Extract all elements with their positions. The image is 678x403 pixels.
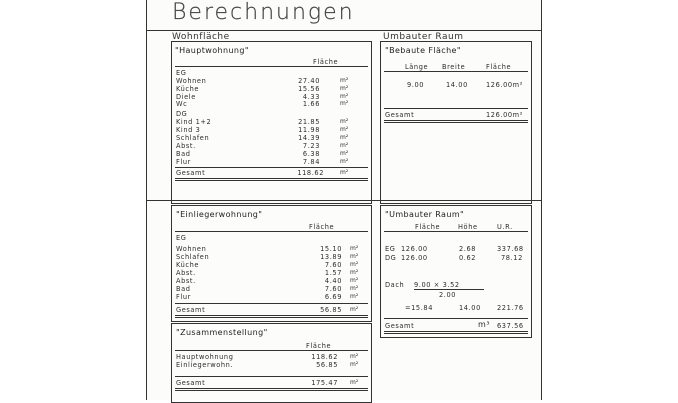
unit-label: m² xyxy=(350,277,359,284)
zusammenstellung-total-label: Gesamt xyxy=(176,379,206,387)
einliegerwohnung-row-name: Schlafen xyxy=(176,253,210,261)
hauptwohnung-row-value: 11.98 xyxy=(298,126,320,134)
umbaut-header-rule xyxy=(384,231,528,232)
hauptwohnung-row-name: Wohnen xyxy=(176,77,207,85)
bebaute-value: 14.00 xyxy=(446,81,468,89)
bebaute-header-rule xyxy=(384,71,528,72)
hauptwohnung-row-value: 4.33 xyxy=(302,93,320,101)
unit-label: m² xyxy=(340,142,349,149)
hauptwohnung-row-name: Flur xyxy=(176,158,191,166)
hauptwohnung-row-name: Abst. xyxy=(176,142,196,150)
unit-label: m² xyxy=(350,306,359,313)
zusammenstellung-double-rule xyxy=(175,390,368,391)
zusammenstellung-row-value: 56.85 xyxy=(316,361,338,369)
hauptwohnung-row-value: 6.38 xyxy=(302,150,320,158)
umbaut-dach-result-area: =15.84 xyxy=(405,304,434,312)
zusammenstellung-total-rule xyxy=(175,376,368,377)
unit-label: m² xyxy=(340,150,349,157)
unit-label: m² xyxy=(340,100,349,107)
einliegerwohnung-eg-label: EG xyxy=(176,234,187,242)
hauptwohnung-row-name: Bad xyxy=(176,150,191,158)
einliegerwohnung-header-rule xyxy=(175,231,368,232)
bebaute-col-header: Länge xyxy=(405,63,429,71)
einliegerwohnung-row-value: 1.57 xyxy=(324,269,342,277)
zusammenstellung-col-header: Fläche xyxy=(306,342,332,350)
umbaut-double-rule xyxy=(384,333,528,334)
unit-label: m² xyxy=(350,285,359,292)
umbaut-total-unit: m³ xyxy=(478,320,491,329)
bebaute-total-label: Gesamt xyxy=(385,111,415,119)
einliegerwohnung-row-name: Flur xyxy=(176,293,191,301)
hauptwohnung-row-name: Kind 1+2 xyxy=(176,118,212,126)
umbaut-col-header: Fläche xyxy=(415,223,441,231)
hauptwohnung-row-value: 21.85 xyxy=(298,118,320,126)
right-heading: Umbauter Raum xyxy=(383,32,464,42)
section-divider xyxy=(146,200,542,201)
umbaut-dach-result-height: 14.00 xyxy=(459,304,481,312)
umbaut-col-header: Höhe xyxy=(458,223,478,231)
einliegerwohnung-total-label: Gesamt xyxy=(176,306,206,314)
zusammenstellung-row-name: Hauptwohnung xyxy=(176,353,234,361)
hauptwohnung-row-value: 1.66 xyxy=(302,100,320,108)
unit-label: m² xyxy=(340,134,349,141)
zusammenstellung-row-value: 118.62 xyxy=(311,353,338,361)
hauptwohnung-dg-label: DG xyxy=(176,110,188,118)
umbaut-dach-denominator: 2.00 xyxy=(439,291,457,299)
hauptwohnung-row-value: 7.23 xyxy=(302,142,320,150)
hauptwohnung-total-value: 118.62 xyxy=(297,169,324,177)
umbaut-total-label: Gesamt xyxy=(385,322,415,330)
umbaut-col-header: U.R. xyxy=(497,223,513,231)
hauptwohnung-double-rule xyxy=(175,180,368,181)
unit-label: m² xyxy=(350,353,359,360)
hauptwohnung-row-name: Wc xyxy=(176,100,188,108)
zusammenstellung-total-value: 175.47 xyxy=(311,379,338,387)
unit-label: m² xyxy=(350,269,359,276)
hauptwohnung-double-rule xyxy=(175,178,368,179)
bebaute-total-value: 126.00m² xyxy=(486,111,523,119)
bebaute-value: 126.00m² xyxy=(486,81,523,89)
hauptwohnung-total-label: Gesamt xyxy=(176,169,206,177)
einliegerwohnung-row-value: 13.89 xyxy=(320,253,342,261)
zusammenstellung-double-rule xyxy=(175,388,368,389)
hauptwohnung-total-rule xyxy=(175,167,368,168)
umbaut-row-area: 126.00 xyxy=(401,245,428,253)
einliegerwohnung-row-value: 4.40 xyxy=(324,277,342,285)
umbaut-row-volume: 78.12 xyxy=(501,254,523,262)
einliegerwohnung-title: "Einliegerwohnung" xyxy=(176,210,263,219)
hauptwohnung-row-value: 7.84 xyxy=(302,158,320,166)
umbaut-row-volume: 337.68 xyxy=(497,245,524,253)
unit-label: m² xyxy=(350,261,359,268)
umbaut-dach-numerator: 9.00 × 3.52 xyxy=(414,281,460,289)
umbaut-double-rule xyxy=(384,331,528,332)
unit-label: m² xyxy=(340,118,349,125)
unit-label: m² xyxy=(340,126,349,133)
einliegerwohnung-row-value: 15.10 xyxy=(320,245,342,253)
umbaut-dach-fraction-bar xyxy=(414,289,484,290)
zusammenstellung-header-rule xyxy=(175,350,368,351)
hauptwohnung-row-name: Kind 3 xyxy=(176,126,201,134)
bebaute-double-rule xyxy=(384,120,528,121)
umbaut-total-value: 637.56 xyxy=(497,322,524,330)
unit-label: m² xyxy=(350,379,359,386)
umbaut-row-height: 0.62 xyxy=(459,254,477,262)
unit-label: m² xyxy=(340,169,349,176)
unit-label: m² xyxy=(350,245,359,252)
einliegerwohnung-double-rule xyxy=(175,317,368,318)
bebaute-col-header: Fläche xyxy=(486,63,512,71)
unit-label: m² xyxy=(340,77,349,84)
unit-label: m² xyxy=(340,85,349,92)
hauptwohnung-eg-label: EG xyxy=(176,69,187,77)
hauptwohnung-col-header: Fläche xyxy=(313,58,339,66)
umbaut-row-label: EG xyxy=(385,245,396,253)
umbaut-row-area: 126.00 xyxy=(401,254,428,262)
umbaut-dach-result-volume: 221.76 xyxy=(497,304,524,312)
unit-label: m² xyxy=(350,293,359,300)
umbaut-dach-label: Dach xyxy=(385,281,405,289)
hauptwohnung-row-name: Schlafen xyxy=(176,134,210,142)
unit-label: m² xyxy=(350,253,359,260)
einliegerwohnung-total-rule xyxy=(175,303,368,304)
zusammenstellung-row-name: Einliegerwohn. xyxy=(176,361,234,369)
bebaute-flaeche-title: "Bebaute Fläche" xyxy=(385,46,461,55)
hauptwohnung-row-name: Diele xyxy=(176,93,196,101)
einliegerwohnung-double-rule xyxy=(175,315,368,316)
einliegerwohnung-row-name: Wohnen xyxy=(176,245,207,253)
einliegerwohnung-row-value: 7.60 xyxy=(324,285,342,293)
einliegerwohnung-row-name: Küche xyxy=(176,261,200,269)
einliegerwohnung-row-name: Abst. xyxy=(176,277,196,285)
umbaut-total-rule xyxy=(384,318,528,319)
unit-label: m² xyxy=(350,361,359,368)
unit-label: m² xyxy=(340,158,349,165)
einliegerwohnung-row-name: Abst. xyxy=(176,269,196,277)
page-title: Berechnungen xyxy=(172,0,355,25)
bebaute-value: 9.00 xyxy=(407,81,425,89)
hauptwohnung-row-value: 15.56 xyxy=(298,85,320,93)
hauptwohnung-row-value: 27.40 xyxy=(298,77,320,85)
umbaut-row-height: 2.68 xyxy=(459,245,477,253)
hauptwohnung-row-value: 14.39 xyxy=(298,134,320,142)
bebaute-total-rule xyxy=(384,108,528,109)
unit-label: m² xyxy=(340,93,349,100)
left-heading: Wohnfläche xyxy=(172,32,230,42)
zusammenstellung-title: "Zusammenstellung" xyxy=(176,328,268,337)
einliegerwohnung-row-value: 6.69 xyxy=(324,293,342,301)
bebaute-double-rule xyxy=(384,122,528,123)
umbauter-raum-title: "Umbauter Raum" xyxy=(385,210,465,219)
bebaute-col-header: Breite xyxy=(442,63,466,71)
hauptwohnung-header-rule xyxy=(175,66,368,67)
einliegerwohnung-total-value: 56.85 xyxy=(320,306,342,314)
hauptwohnung-row-name: Küche xyxy=(176,85,200,93)
einliegerwohnung-row-name: Bad xyxy=(176,285,191,293)
einliegerwohnung-col-header: Fläche xyxy=(309,223,335,231)
einliegerwohnung-row-value: 7.60 xyxy=(324,261,342,269)
hauptwohnung-title: "Hauptwohnung" xyxy=(175,46,249,55)
umbaut-row-label: DG xyxy=(385,254,397,262)
title-underline xyxy=(146,30,542,31)
